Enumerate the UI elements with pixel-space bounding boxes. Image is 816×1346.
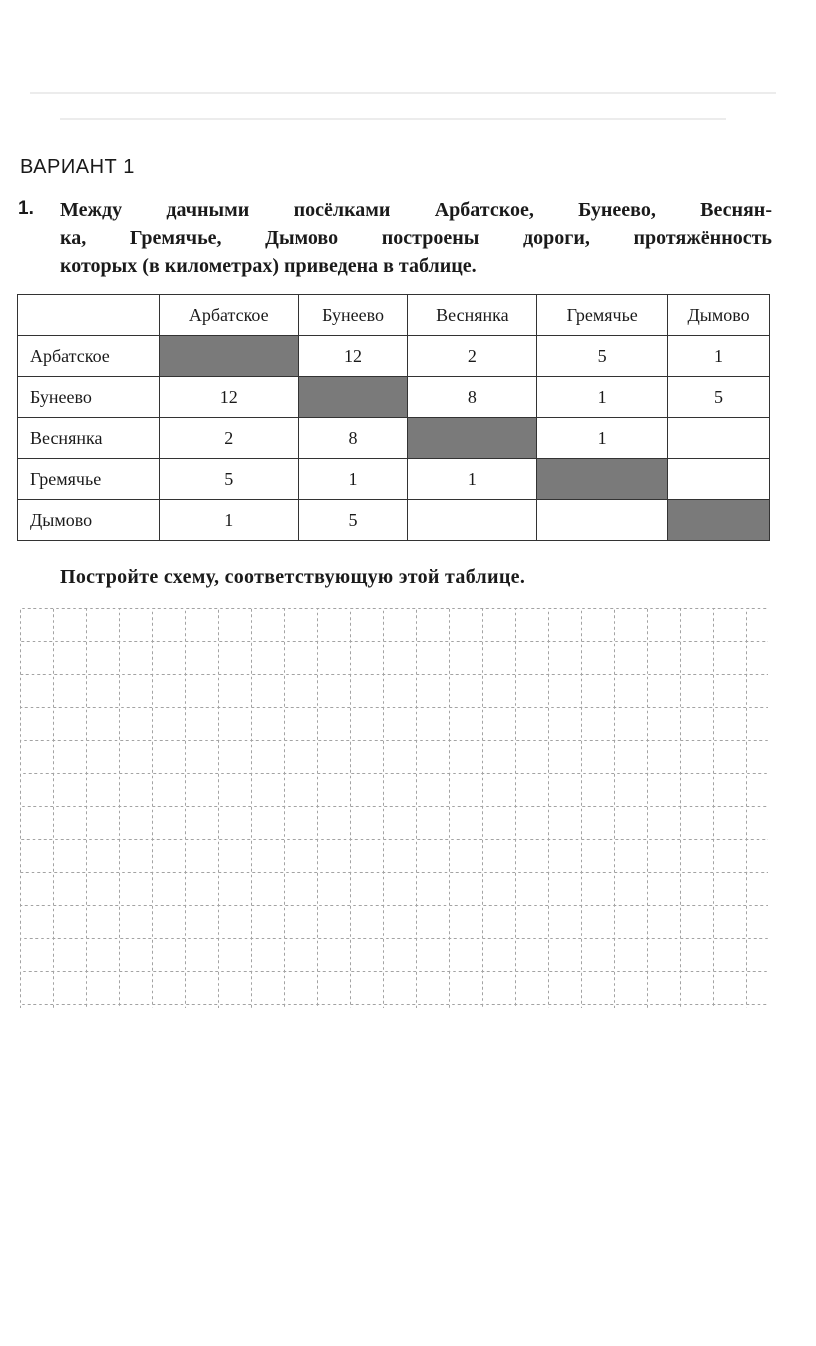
table-cell: 2 [408,336,537,377]
table-cell: 8 [408,377,537,418]
table-cell: 5 [298,500,408,541]
column-header: Гремячье [537,295,668,336]
table-cell: 5 [668,377,770,418]
table-cell: 1 [537,418,668,459]
table-cell: 1 [668,336,770,377]
table-cell: 1 [408,459,537,500]
diagonal-cell [298,377,408,418]
task-line: ка, Гремячье, Дымово построены дороги, протяжённость [60,227,772,249]
column-header: Веснянка [408,295,537,336]
table-cell: 12 [159,377,298,418]
table-row [18,459,770,500]
table-cell [668,418,770,459]
row-header: Гремячье [18,459,160,500]
table-row [18,336,770,377]
row-header: Дымово [18,500,160,541]
table-header-row [18,295,770,336]
variant-heading: ВАРИАНТ 1 [20,156,135,178]
row-header: Арбатское [18,336,160,377]
task-number: 1. [18,198,34,219]
table-cell: 1 [159,500,298,541]
diagonal-cell [159,336,298,377]
bleed-through-line [60,118,726,120]
bleed-through-line [30,92,776,94]
diagonal-cell [408,418,537,459]
table-row [18,500,770,541]
task-line: которых (в километрах) приведена в таблице. [60,255,477,277]
task-statement [60,196,772,280]
answer-grid[interactable] [20,608,768,1008]
table-cell: 5 [159,459,298,500]
table-cell: 2 [159,418,298,459]
table-cell: 1 [298,459,408,500]
table-row [18,418,770,459]
diagonal-cell [668,500,770,541]
table-cell: 5 [537,336,668,377]
table-cell: 8 [298,418,408,459]
table-corner-cell [18,295,160,336]
table-cell [408,500,537,541]
column-header: Дымово [668,295,770,336]
column-header: Бунеево [298,295,408,336]
table-cell: 1 [537,377,668,418]
distance-table [17,294,770,541]
table-cell [537,500,668,541]
table-cell: 12 [298,336,408,377]
table-cell [668,459,770,500]
row-header: Веснянка [18,418,160,459]
column-header: Арбатское [159,295,298,336]
task-line: Между дачными посёлками Арбатское, Бунеево, Веснян- [60,199,772,221]
instruction-text: Постройте схему, соответствующую этой таблице. [60,566,526,588]
row-header: Бунеево [18,377,160,418]
table-row [18,377,770,418]
diagonal-cell [537,459,668,500]
